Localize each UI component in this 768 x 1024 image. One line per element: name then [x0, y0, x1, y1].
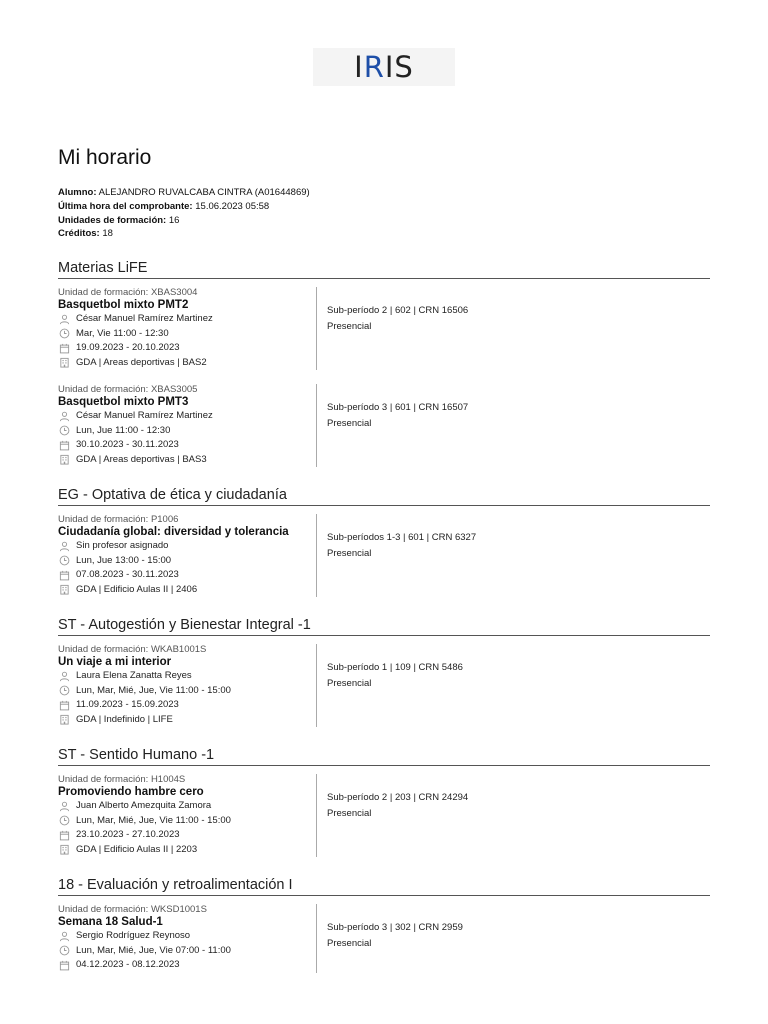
course-modality: Presencial [327, 937, 372, 949]
course-schedule: Lun, Mar, Mié, Jue, Vie 07:00 - 11:00 [76, 944, 231, 956]
course-details [58, 774, 317, 857]
clock-icon [58, 945, 70, 957]
course-name: Un viaje a mi interior [58, 656, 172, 669]
course-modality: Presencial [327, 417, 372, 429]
section-title: ST - Autogestión y Bienestar Integral -1 [58, 617, 710, 636]
clock-icon [58, 328, 70, 340]
course-professor: César Manuel Ramírez Martinez [76, 313, 213, 325]
course-period: Sub-período 2 | 203 | CRN 24294 [327, 792, 469, 804]
course-dates: 07.08.2023 - 30.11.2023 [76, 569, 179, 581]
course-card [58, 774, 710, 857]
course-modality: Presencial [327, 320, 372, 332]
course-period: Sub-período 3 | 601 | CRN 16507 [327, 402, 469, 414]
course-dates-row [58, 341, 316, 356]
course-schedule-row [58, 944, 316, 959]
person-icon [58, 410, 70, 422]
course-location: GDA | Areas deportivas | BAS2 [76, 356, 207, 368]
calendar-icon [58, 342, 70, 354]
course-card [58, 514, 710, 597]
course-enrollment [317, 287, 468, 370]
course-enrollment [317, 904, 463, 973]
course-details [58, 904, 317, 973]
course-details [58, 287, 317, 370]
course-period: Sub-período 1 | 109 | CRN 5486 [327, 662, 463, 674]
clock-icon [58, 555, 70, 567]
course-dates: 11.09.2023 - 15.09.2023 [76, 699, 179, 711]
course-professor-row [58, 799, 316, 814]
course-name: Basquetbol mixto PMT3 [58, 396, 189, 409]
course-details [58, 514, 317, 597]
course-modality: Presencial [327, 547, 372, 559]
person-icon [58, 540, 70, 552]
course-modality: Presencial [327, 807, 372, 819]
section-title: ST - Sentido Humano -1 [58, 747, 710, 766]
person-icon [58, 800, 70, 812]
course-dates: 30.10.2023 - 30.11.2023 [76, 439, 179, 451]
course-professor: Sergio Rodríguez Reynoso [76, 930, 191, 942]
course-section [58, 747, 710, 857]
clock-icon [58, 685, 70, 697]
course-schedule-row [58, 554, 316, 569]
student-info [58, 186, 710, 241]
calendar-icon [58, 699, 70, 711]
meta-value: 16 [168, 214, 180, 226]
course-professor-row [58, 539, 316, 554]
course-period: Sub-período 2 | 602 | CRN 16506 [327, 305, 469, 317]
course-section [58, 260, 710, 467]
course-professor-row [58, 409, 316, 424]
course-dates-row [58, 438, 316, 453]
meta-label: Unidades de formación: [58, 214, 167, 226]
course-card [58, 384, 710, 467]
course-card [58, 644, 710, 727]
course-enrollment [317, 644, 463, 727]
course-professor: Sin profesor asignado [76, 540, 169, 552]
building-icon [58, 714, 70, 726]
course-card [58, 287, 710, 370]
building-icon [58, 844, 70, 856]
course-location: GDA | Areas deportivas | BAS3 [76, 453, 207, 465]
course-enrollment [317, 774, 468, 857]
course-location-row [58, 843, 316, 858]
course-details [58, 384, 317, 467]
course-schedule: Lun, Jue 13:00 - 15:00 [76, 554, 172, 566]
course-dates: 04.12.2023 - 08.12.2023 [76, 959, 180, 971]
meta-value: 15.06.2023 05:58 [195, 200, 270, 212]
meta-student [58, 186, 710, 200]
course-unit-code: Unidad de formación: WKSD1001S [58, 904, 207, 916]
course-name: Ciudadanía global: diversidad y tolerancia [58, 526, 289, 539]
course-modality: Presencial [327, 677, 372, 689]
person-icon [58, 930, 70, 942]
calendar-icon [58, 439, 70, 451]
course-enrollment [317, 384, 468, 467]
course-schedule: Lun, Jue 11:00 - 12:30 [76, 424, 171, 436]
course-name: Promoviendo hambre cero [58, 786, 204, 799]
course-unit-code: Unidad de formación: H1004S [58, 774, 186, 786]
course-location: GDA | Edificio Aulas II | 2406 [76, 583, 198, 595]
course-professor-row [58, 929, 316, 944]
course-name: Basquetbol mixto PMT2 [58, 299, 189, 312]
section-title: Materias LiFE [58, 260, 710, 279]
course-unit-code: Unidad de formación: P1006 [58, 514, 179, 526]
course-section [58, 487, 710, 597]
course-professor-row [58, 669, 316, 684]
meta-credits [58, 227, 710, 241]
course-location-row [58, 453, 316, 468]
course-unit-code: Unidad de formación: XBAS3005 [58, 384, 198, 396]
meta-label: Última hora del comprobante: [58, 200, 193, 212]
person-icon [58, 313, 70, 325]
section-title: 18 - Evaluación y retroalimentación I [58, 877, 710, 896]
building-icon [58, 584, 70, 596]
course-dates-row [58, 828, 316, 843]
course-schedule-row [58, 327, 316, 342]
schedule-content [58, 146, 710, 973]
meta-value: 18 [102, 228, 113, 240]
calendar-icon [58, 959, 70, 971]
course-section [58, 877, 710, 973]
course-dates: 19.09.2023 - 20.10.2023 [76, 342, 180, 354]
meta-units [58, 214, 710, 228]
course-unit-code: Unidad de formación: WKAB1001S [58, 644, 207, 656]
course-schedule: Lun, Mar, Mié, Jue, Vie 11:00 - 15:00 [76, 814, 231, 826]
page-title: Mi horario [58, 146, 152, 169]
clock-icon [58, 815, 70, 827]
course-dates-row [58, 958, 316, 973]
course-location: GDA | Indefinido | LIFE [76, 713, 173, 725]
meta-label: Créditos: [58, 228, 100, 240]
meta-timestamp [58, 200, 710, 214]
course-professor: Juan Alberto Amezquita Zamora [76, 800, 212, 812]
course-card [58, 904, 710, 973]
course-enrollment [317, 514, 476, 597]
course-unit-code: Unidad de formación: XBAS3004 [58, 287, 198, 299]
course-professor-row [58, 312, 316, 327]
course-section [58, 617, 710, 727]
course-professor: César Manuel Ramírez Martinez [76, 410, 213, 422]
iris-logo [313, 48, 455, 86]
logo-letter-i: I [354, 50, 364, 84]
course-schedule: Lun, Mar, Mié, Jue, Vie 11:00 - 15:00 [76, 684, 231, 696]
building-icon [58, 454, 70, 466]
course-location: GDA | Edificio Aulas II | 2203 [76, 843, 198, 855]
course-schedule-row [58, 684, 316, 699]
course-dates: 23.10.2023 - 27.10.2023 [76, 829, 180, 841]
clock-icon [58, 425, 70, 437]
course-dates-row [58, 568, 316, 583]
course-name: Semana 18 Salud-1 [58, 916, 163, 929]
course-period: Sub-período 3 | 302 | CRN 2959 [327, 922, 463, 934]
course-location-row [58, 583, 316, 598]
logo-letter-r: R [363, 50, 385, 84]
course-location-row [58, 356, 316, 371]
building-icon [58, 357, 70, 369]
course-professor: Laura Elena Zanatta Reyes [76, 670, 192, 682]
course-location-row [58, 713, 316, 728]
person-icon [58, 670, 70, 682]
course-details [58, 644, 317, 727]
calendar-icon [58, 829, 70, 841]
calendar-icon [58, 569, 70, 581]
course-schedule-row [58, 424, 316, 439]
meta-value: ALEJANDRO RUVALCABA CINTRA (A01644869) [98, 187, 310, 198]
course-schedule: Mar, Vie 11:00 - 12:30 [76, 327, 169, 339]
meta-label: Alumno: [58, 187, 97, 198]
course-dates-row [58, 698, 316, 713]
logo-letters-is: IS [384, 50, 414, 84]
course-schedule-row [58, 814, 316, 829]
section-title: EG - Optativa de ética y ciudadanía [58, 487, 710, 506]
course-period: Sub-períodos 1-3 | 601 | CRN 6327 [327, 532, 477, 544]
sections-container [58, 260, 710, 973]
